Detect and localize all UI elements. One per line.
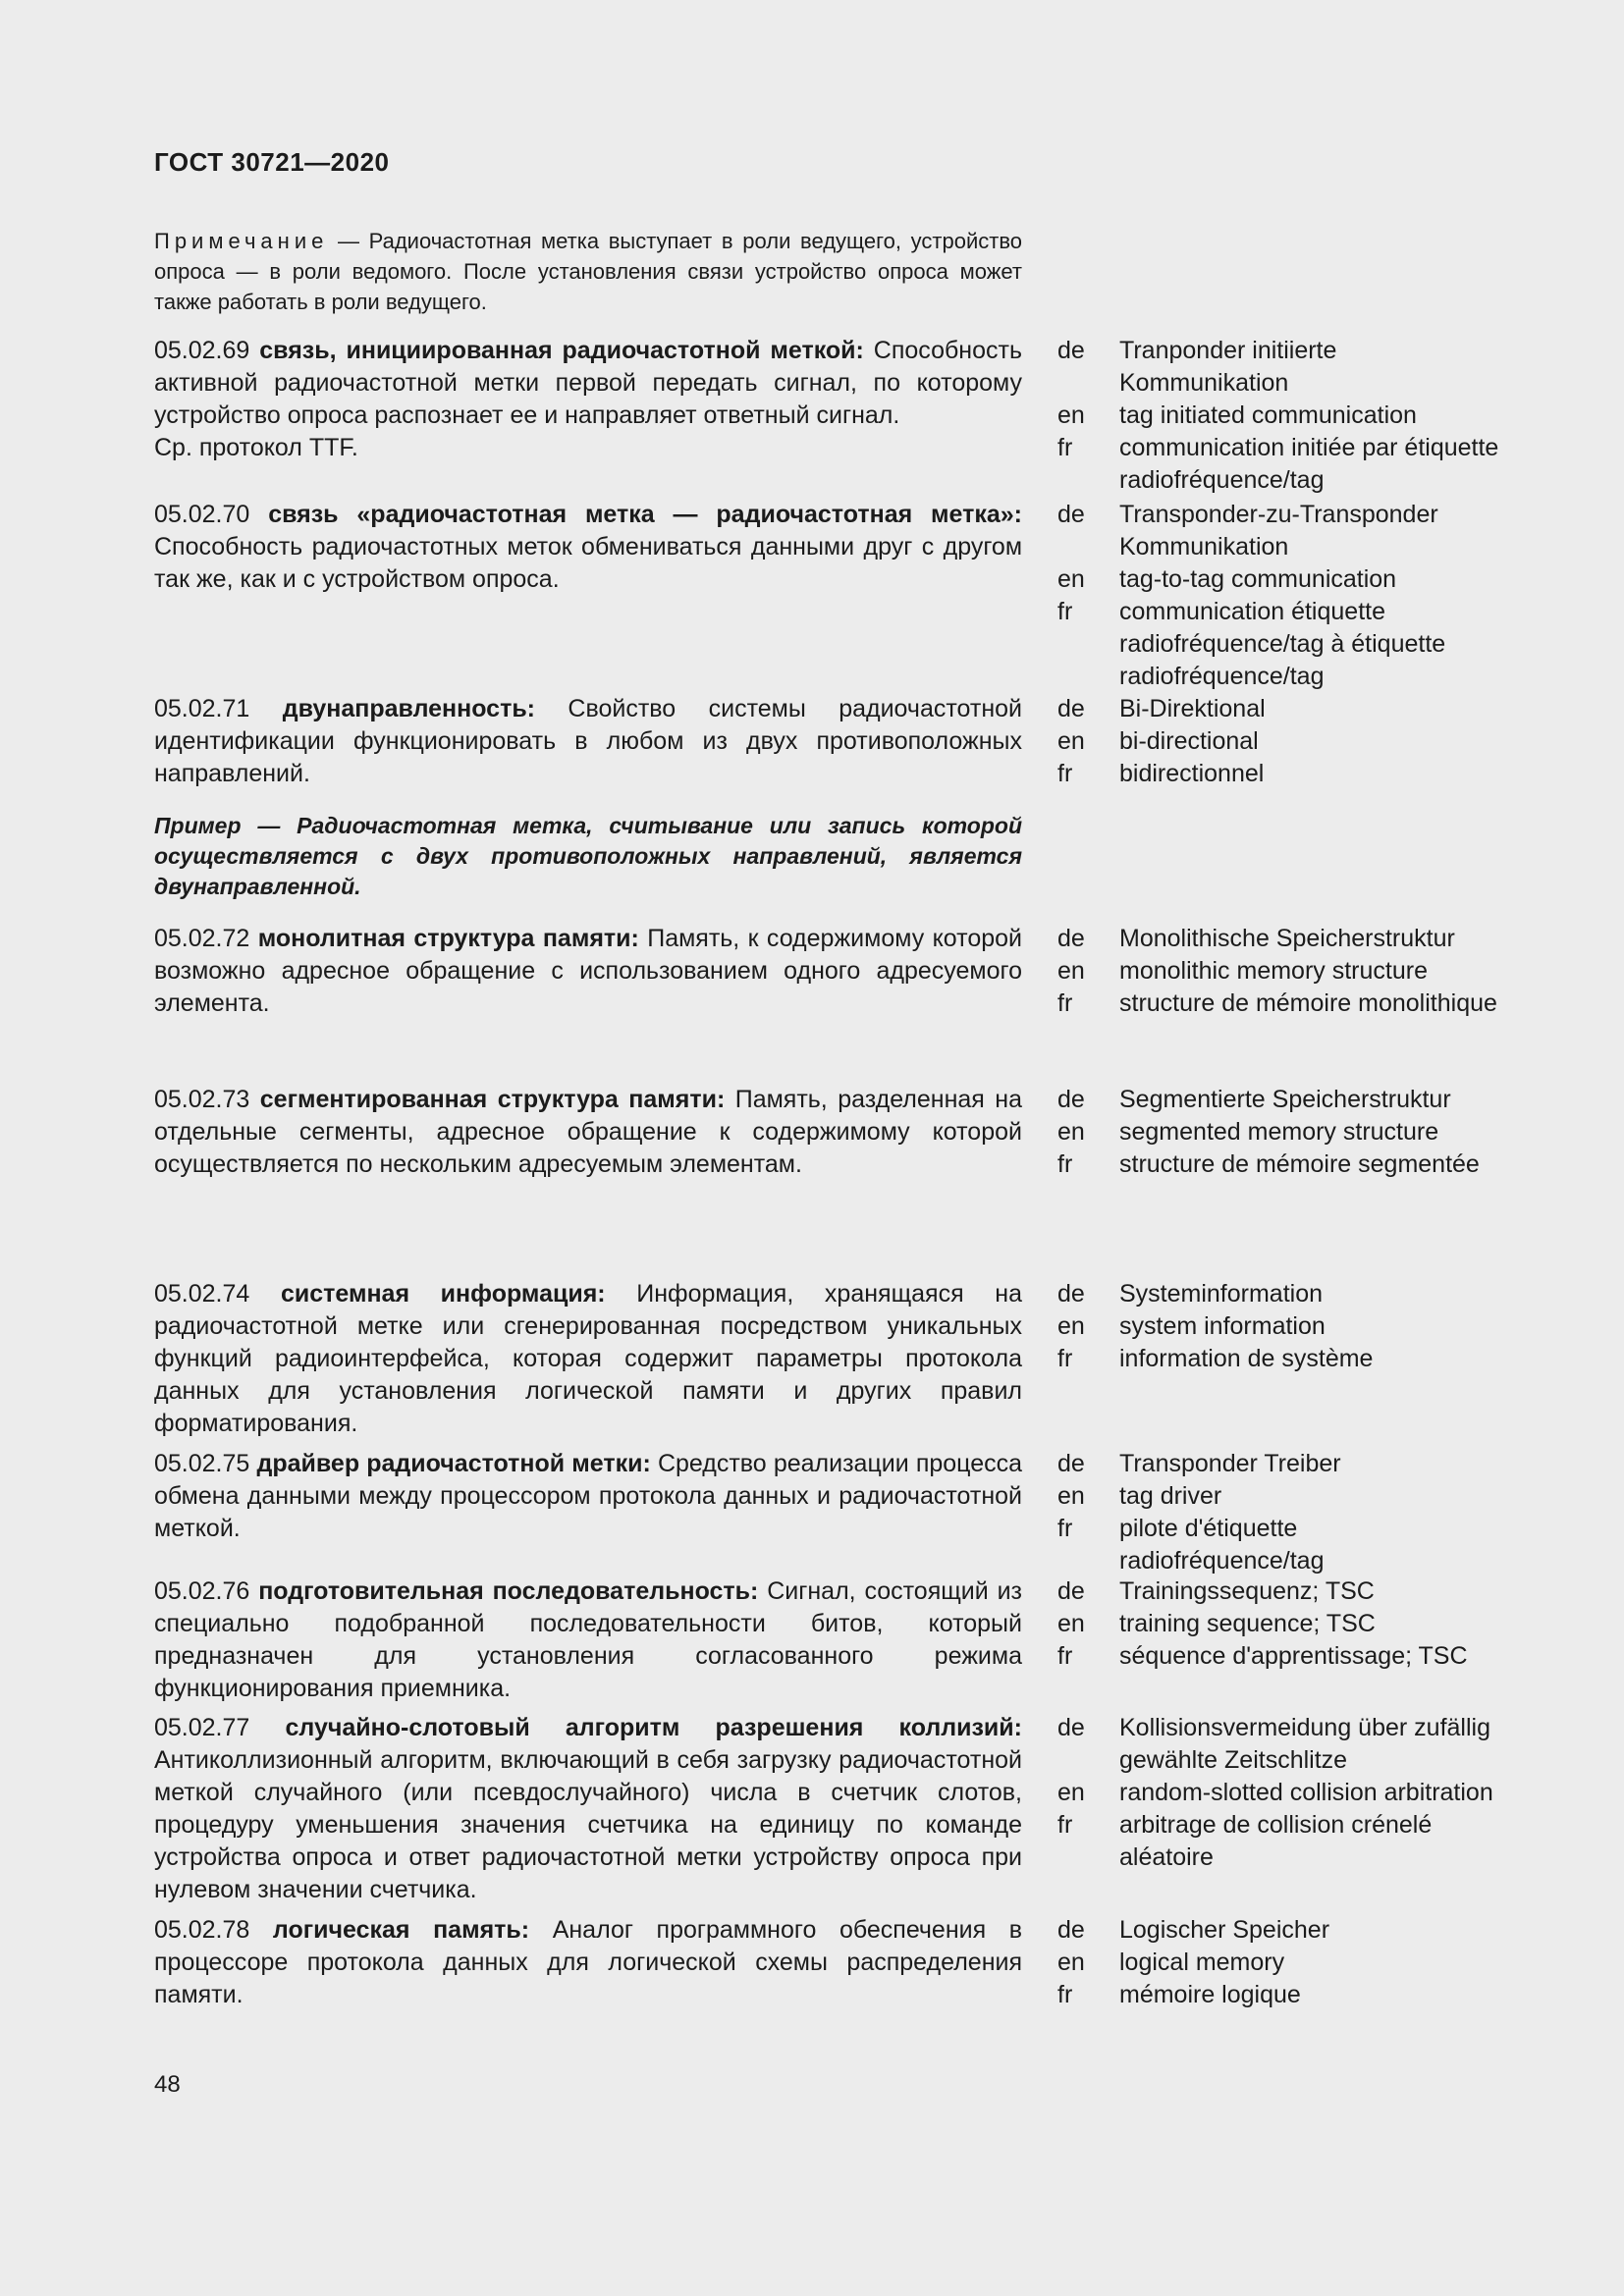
equivalent-term: segmented memory structure xyxy=(1119,1118,1439,1146)
lang-code: fr xyxy=(1057,434,1073,461)
lang-code: en xyxy=(1057,1118,1085,1146)
term-definition: Информация, хранящаяся на радиочастотной метке или сгенерированная посредством уникальных функций радиоинтерфейса, которая содержит параметры протокола данных для установления логической памяти и других правил форматирования. xyxy=(154,1280,1022,1437)
term-definition: Свойство системы радиочастотной идентификации функционировать в любом из двух противоположных направлений. xyxy=(154,695,1022,787)
equivalent-fr xyxy=(1057,1343,1499,1375)
foreign-equivalents xyxy=(1057,499,1499,693)
lang-code: de xyxy=(1057,1577,1085,1605)
term-number: 05.02.69 xyxy=(154,337,250,364)
term-name: двунаправленность: xyxy=(282,695,536,722)
term-number: 05.02.71 xyxy=(154,695,250,722)
lang-code: fr xyxy=(1057,1811,1073,1839)
lang-code: en xyxy=(1057,1610,1085,1637)
equivalent-term: Transponder Treiber xyxy=(1119,1450,1341,1477)
equivalent-fr xyxy=(1057,432,1499,497)
equivalent-term: Tranponder initiierte Kommunikation xyxy=(1119,337,1337,397)
term-number: 05.02.78 xyxy=(154,1916,250,1944)
lang-code: de xyxy=(1057,1450,1085,1477)
term-definition: Аналог программного обеспечения в процессоре протокола данных для логической схемы распределения памяти. xyxy=(154,1916,1022,2008)
lang-code: en xyxy=(1057,1482,1085,1510)
equivalent-fr xyxy=(1057,596,1499,693)
equivalent-de xyxy=(1057,1084,1499,1116)
equivalent-term: communication étiquette radiofréquence/tag à étiquette radiofréquence/tag xyxy=(1119,598,1446,690)
equivalent-fr xyxy=(1057,758,1499,790)
equivalent-term: monolithic memory structure xyxy=(1119,957,1428,985)
page-number: 48 xyxy=(154,2071,181,2098)
foreign-equivalents xyxy=(1057,693,1499,790)
lang-code: en xyxy=(1057,957,1085,985)
equivalent-de xyxy=(1057,1278,1499,1310)
lang-code: en xyxy=(1057,1949,1085,1976)
term-text xyxy=(154,499,1022,596)
term-name: связь «радиочастотная метка — радиочастотная метка»: xyxy=(268,501,1023,528)
equivalent-term: tag initiated communication xyxy=(1119,401,1417,429)
lang-code: fr xyxy=(1057,598,1073,625)
equivalent-term: Systeminformation xyxy=(1119,1280,1324,1308)
equivalent-term: structure de mémoire monolithique xyxy=(1119,989,1497,1017)
lang-code: en xyxy=(1057,727,1085,755)
term-name: логическая память: xyxy=(272,1916,530,1944)
term-text xyxy=(154,1575,1022,1705)
term-name: системная информация: xyxy=(280,1280,606,1308)
lang-code: fr xyxy=(1057,1981,1073,2008)
equivalent-fr xyxy=(1057,1640,1499,1673)
lang-code: en xyxy=(1057,1779,1085,1806)
equivalent-de xyxy=(1057,499,1499,563)
lang-code: fr xyxy=(1057,760,1073,787)
lang-code: de xyxy=(1057,1916,1085,1944)
equivalent-de xyxy=(1057,923,1499,955)
equivalent-de xyxy=(1057,335,1499,400)
lang-code: de xyxy=(1057,925,1085,952)
equivalent-term: séquence d'apprentissage; TSC xyxy=(1119,1642,1468,1670)
term-number: 05.02.76 xyxy=(154,1577,250,1605)
term-text xyxy=(154,1914,1022,2011)
foreign-equivalents xyxy=(1057,335,1499,497)
equivalent-de xyxy=(1057,1575,1499,1608)
foreign-equivalents xyxy=(1057,1575,1499,1673)
term-definition: Антиколлизионный алгоритм, включающий в себя загрузку радиочастотной меткой случайного (или псевдослучайного) числа в счетчик слотов, процедуру уменьшения значения счетчика на единицу по команде устройства опроса и ответ радиочастотной метки устройству опроса при нулевом значении счетчика. xyxy=(154,1746,1022,1903)
lang-code: de xyxy=(1057,337,1085,364)
equivalent-en xyxy=(1057,1777,1499,1809)
equivalent-term: logical memory xyxy=(1119,1949,1285,1976)
equivalent-term: mémoire logique xyxy=(1119,1981,1301,2008)
note-text: — Радиочастотная метка выступает в роли ведущего, устройство опроса — в роли ведомого. После установления связи устройство опроса может также работать в роли ведущего. xyxy=(154,229,1022,314)
term-text xyxy=(154,1084,1022,1181)
equivalent-term: Kollisionsvermeidung über zufällig gewählte Zeitschlitze xyxy=(1119,1714,1490,1774)
term-name: случайно-слотовый алгоритм разрешения коллизий: xyxy=(285,1714,1022,1741)
equivalent-term: system information xyxy=(1119,1312,1326,1340)
lang-code: fr xyxy=(1057,989,1073,1017)
example-note: Пример — Радиочастотная метка, считывание или запись которой осуществляется с двух противоположных направлений, является двунаправленной. xyxy=(154,813,1022,899)
lang-code: fr xyxy=(1057,1150,1073,1178)
equivalent-fr xyxy=(1057,1809,1499,1874)
foreign-equivalents xyxy=(1057,1084,1499,1181)
equivalent-term: Segmentierte Speicherstruktur xyxy=(1119,1086,1451,1113)
lang-code: de xyxy=(1057,1280,1085,1308)
equivalent-term: information de système xyxy=(1119,1345,1374,1372)
equivalent-term: tag driver xyxy=(1119,1482,1222,1510)
equivalent-term: training sequence; TSC xyxy=(1119,1610,1376,1637)
term-name: сегментированная структура памяти: xyxy=(259,1086,726,1113)
foreign-equivalents xyxy=(1057,1278,1499,1375)
equivalent-en xyxy=(1057,955,1499,988)
equivalent-term: Monolithische Speicherstruktur xyxy=(1119,925,1455,952)
equivalent-fr xyxy=(1057,988,1499,1020)
equivalent-term: Logischer Speicher xyxy=(1119,1916,1330,1944)
lang-code: en xyxy=(1057,565,1085,593)
equivalent-en xyxy=(1057,563,1499,596)
lang-code: en xyxy=(1057,401,1085,429)
equivalent-en xyxy=(1057,1947,1499,1979)
lang-code: en xyxy=(1057,1312,1085,1340)
note xyxy=(154,226,1022,317)
term-definition: Способность активной радиочастотной метки первой передать сигнал, по которому устройство опроса распознает ее и направляет ответный сигнал. xyxy=(154,337,1022,429)
term-number: 05.02.72 xyxy=(154,925,250,952)
term-text xyxy=(154,335,1022,464)
equivalent-term: pilote d'étiquette radiofréquence/tag xyxy=(1119,1515,1325,1575)
equivalent-de xyxy=(1057,1914,1499,1947)
document-code: ГОСТ 30721—2020 xyxy=(154,147,390,177)
equivalent-en xyxy=(1057,400,1499,432)
equivalent-term: Transponder-zu-Transponder Kommunikation xyxy=(1119,501,1438,561)
foreign-equivalents xyxy=(1057,923,1499,1020)
term-number: 05.02.74 xyxy=(154,1280,250,1308)
lang-code: fr xyxy=(1057,1515,1073,1542)
equivalent-fr xyxy=(1057,1979,1499,2011)
term-definition: Сигнал, состоящий из специально подобранной последовательности битов, который предназначен для установления согласованного режима функционирования приемника. xyxy=(154,1577,1023,1702)
term-definition: Память, к содержимому которой возможно адресное обращение с использованием одного адресуемого элемента. xyxy=(154,925,1022,1017)
equivalent-term: tag-to-tag communication xyxy=(1119,565,1397,593)
equivalent-de xyxy=(1057,1448,1499,1480)
equivalent-term: arbitrage de collision crénelé aléatoire xyxy=(1119,1811,1433,1871)
equivalent-term: structure de mémoire segmentée xyxy=(1119,1150,1480,1178)
term-definition: Память, разделенная на отдельные сегменты, адресное обращение к содержимому которой осуществляется по нескольким адресуемым элементам. xyxy=(154,1086,1022,1178)
foreign-equivalents xyxy=(1057,1914,1499,2011)
equivalent-fr xyxy=(1057,1513,1499,1577)
lang-code: de xyxy=(1057,1086,1085,1113)
equivalent-fr xyxy=(1057,1148,1499,1181)
term-text xyxy=(154,923,1022,1020)
term-text xyxy=(154,693,1022,790)
term-text xyxy=(154,1712,1022,1906)
equivalent-en xyxy=(1057,1310,1499,1343)
term-name: драйвер радиочастотной метки: xyxy=(256,1450,651,1477)
equivalent-term: communication initiée par étiquette radiofréquence/tag xyxy=(1119,434,1499,494)
lang-code: fr xyxy=(1057,1345,1073,1372)
term-number: 05.02.70 xyxy=(154,501,250,528)
term-number: 05.02.75 xyxy=(154,1450,250,1477)
equivalent-term: bidirectionnel xyxy=(1119,760,1265,787)
equivalent-term: Trainingssequenz; TSC xyxy=(1119,1577,1375,1605)
lang-code: de xyxy=(1057,1714,1085,1741)
lang-code: de xyxy=(1057,501,1085,528)
term-crossref: Ср. протокол TTF. xyxy=(154,434,358,461)
equivalent-term: random-slotted collision arbitration xyxy=(1119,1779,1493,1806)
term-number: 05.02.77 xyxy=(154,1714,250,1741)
term-definition: Средство реализации процесса обмена данными между процессором протокола данных и радиочастотной меткой. xyxy=(154,1450,1023,1542)
term-number: 05.02.73 xyxy=(154,1086,250,1113)
equivalent-en xyxy=(1057,1608,1499,1640)
note-label: Примечание xyxy=(154,229,329,253)
term-name: связь, инициированная радиочастотной меткой: xyxy=(259,337,864,364)
foreign-equivalents xyxy=(1057,1448,1499,1577)
term-text xyxy=(154,1448,1022,1545)
lang-code: fr xyxy=(1057,1642,1073,1670)
equivalent-en xyxy=(1057,1116,1499,1148)
term-name: подготовительная последовательность: xyxy=(258,1577,759,1605)
equivalent-en xyxy=(1057,1480,1499,1513)
foreign-equivalents xyxy=(1057,1712,1499,1874)
term-name: монолитная структура памяти: xyxy=(257,925,639,952)
equivalent-de xyxy=(1057,693,1499,725)
term-text xyxy=(154,1278,1022,1440)
equivalent-term: bi-directional xyxy=(1119,727,1259,755)
lang-code: de xyxy=(1057,695,1085,722)
equivalent-term: Bi-Direktional xyxy=(1119,695,1266,722)
term-definition: Способность радиочастотных меток обмениваться данными друг с другом так же, как и с устройством опроса. xyxy=(154,533,1022,593)
equivalent-de xyxy=(1057,1712,1499,1777)
equivalent-en xyxy=(1057,725,1499,758)
